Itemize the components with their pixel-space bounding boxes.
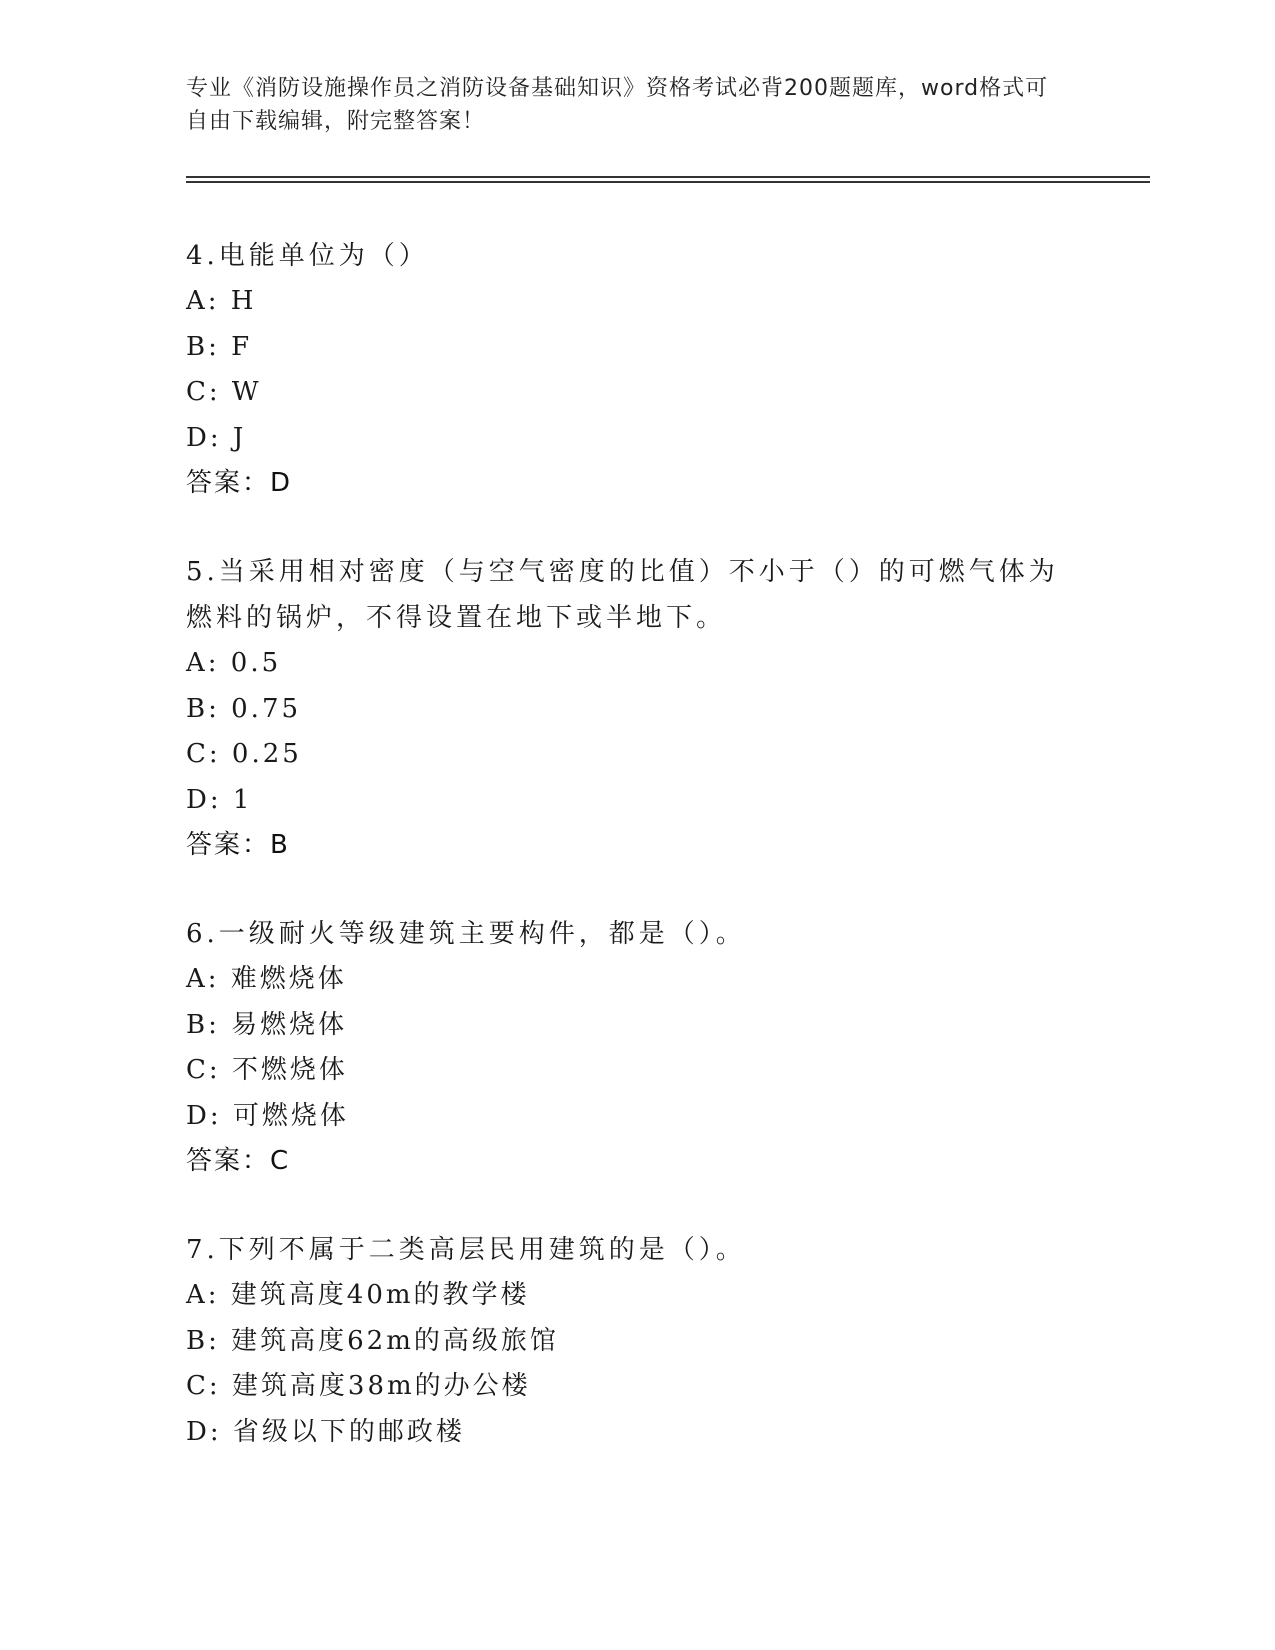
option-a: A: 0.5: [186, 648, 282, 678]
header-rule-top: [186, 176, 1150, 178]
option-c: C: 0.25: [186, 739, 302, 769]
question-stem: 6.一级耐火等级建筑主要构件，都是（）。: [186, 919, 746, 949]
question-7: [186, 1227, 1086, 1455]
option-d: D: 可燃烧体: [186, 1100, 349, 1131]
document-header: 专业《消防设施操作员之消防设备基础知识》资格考试必背200题题库，word格式可自由下载编辑，附完整答案！: [186, 76, 1049, 134]
answer-label: 答案：C: [186, 1146, 291, 1176]
question-stem: 5.当采用相对密度（与空气密度的比值）不小于（）的可燃气体为燃料的锅炉，不得设置在地下或半地下。: [186, 557, 1059, 633]
option-d: D: 省级以下的邮政楼: [186, 1416, 465, 1447]
option-b: B: 建筑高度62m的高级旅馆: [186, 1325, 559, 1356]
option-a: A: H: [186, 286, 257, 316]
question-list: [186, 233, 1086, 1498]
question-4: [186, 233, 1086, 506]
header-rule-bottom: [186, 181, 1150, 183]
option-c: C: 建筑高度38m的办公楼: [186, 1371, 531, 1401]
question-stem: 4.电能单位为（）: [186, 241, 429, 271]
option-d: D: 1: [186, 784, 253, 815]
option-b: B: 0.75: [186, 693, 302, 724]
option-b: B: F: [186, 331, 253, 362]
option-d: D: J: [186, 422, 247, 453]
option-b: B: 易燃烧体: [186, 1009, 348, 1040]
option-c: C: 不燃烧体: [186, 1055, 348, 1085]
option-c: C: W: [186, 377, 262, 407]
header-double-rule: [186, 176, 1150, 183]
option-a: A: 难燃烧体: [186, 964, 347, 994]
question-5: [186, 549, 1086, 868]
question-stem: 7.下列不属于二类高层民用建筑的是（）。: [186, 1235, 746, 1265]
question-6: [186, 911, 1086, 1184]
answer-label: 答案：D: [186, 468, 293, 498]
option-a: A: 建筑高度40m的教学楼: [186, 1280, 530, 1310]
answer-label: 答案：B: [186, 830, 290, 860]
